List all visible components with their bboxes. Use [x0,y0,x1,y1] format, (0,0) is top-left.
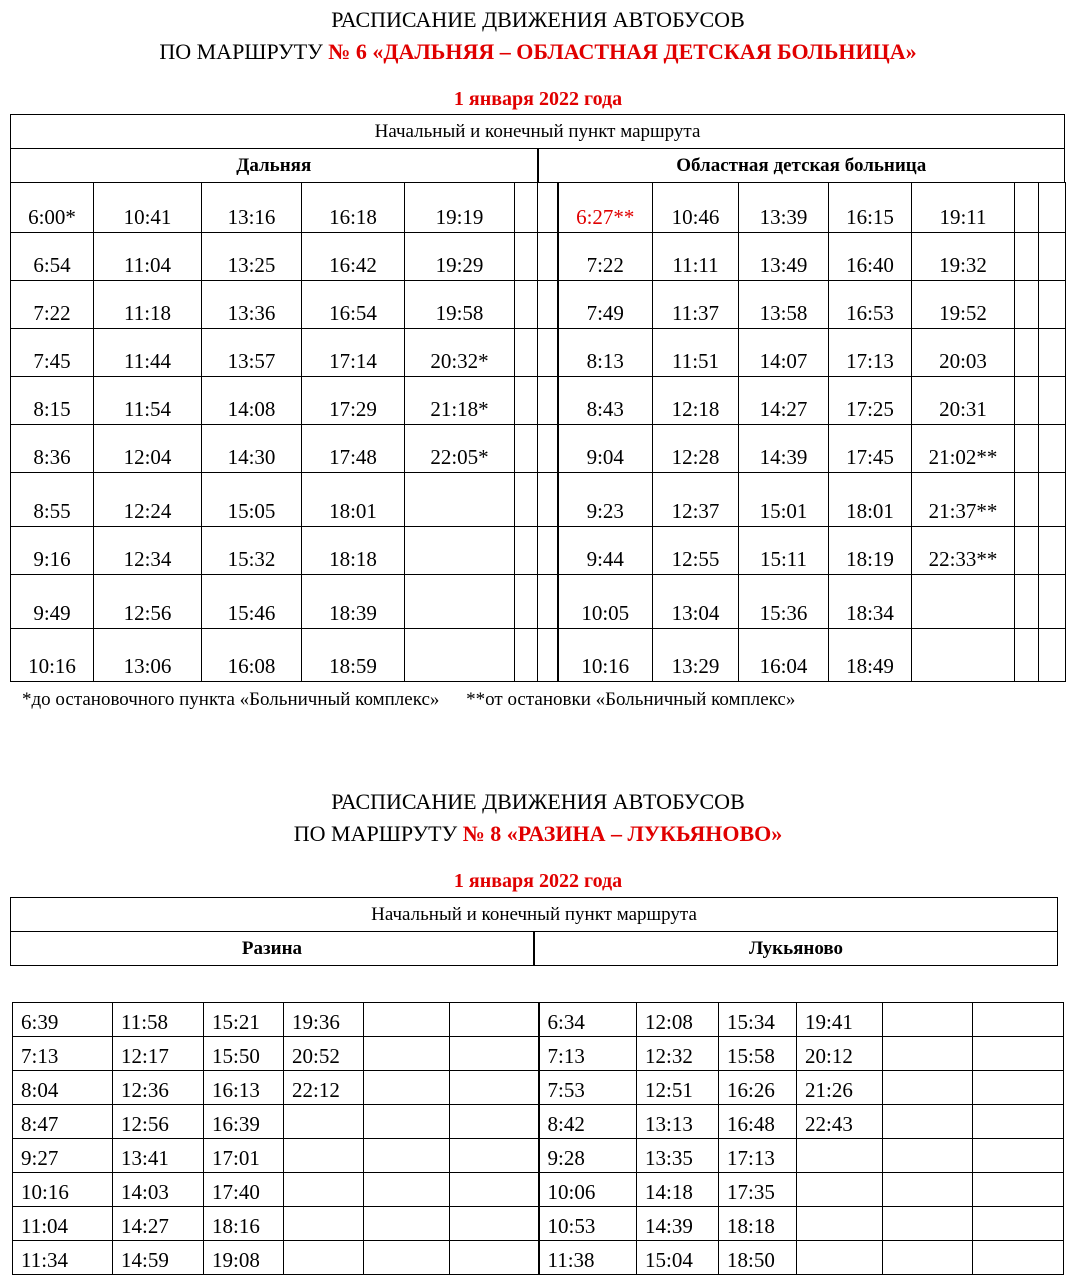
time-cell [450,1071,539,1105]
time-cell: 12:32 [637,1037,719,1071]
time-cell [405,575,515,629]
time-cell [364,1207,450,1241]
time-cell: 19:36 [284,1003,364,1037]
time-cell: 16:15 [829,183,912,233]
time-cell [1039,425,1066,473]
time-cell: 10:41 [94,183,202,233]
time-cell [538,473,558,527]
time-cell: 21:26 [797,1071,883,1105]
table-row [11,377,1066,425]
time-cell: 8:13 [558,329,653,377]
time-cell [284,1139,364,1173]
time-cell: 12:08 [637,1003,719,1037]
table-row [11,575,1066,629]
time-cell: 19:41 [797,1003,883,1037]
time-cell: 12:17 [113,1037,204,1071]
time-cell: 12:55 [653,527,739,575]
route6-title-line1: РАСПИСАНИЕ ДВИЖЕНИЯ АВТОБУСОВ [331,7,745,32]
time-cell [1039,527,1066,575]
time-cell [450,1003,539,1037]
time-cell [284,1241,364,1275]
time-cell [912,575,1015,629]
time-cell: 17:13 [719,1139,797,1173]
time-cell: 9:16 [11,527,94,575]
time-cell: 14:59 [113,1241,204,1275]
time-cell [515,183,538,233]
time-cell [797,1207,883,1241]
time-cell: 12:24 [94,473,202,527]
table-row [11,281,1066,329]
time-cell [973,1139,1064,1173]
time-cell: 11:11 [653,233,739,281]
time-cell: 17:40 [204,1173,284,1207]
time-cell: 16:53 [829,281,912,329]
time-cell: 8:43 [558,377,653,425]
time-cell: 11:38 [539,1241,637,1275]
time-cell: 10:16 [13,1173,113,1207]
time-cell: 20:03 [912,329,1015,377]
time-cell: 12:56 [113,1105,204,1139]
time-cell: 19:52 [912,281,1015,329]
time-cell: 6:27** [558,183,653,233]
time-cell: 9:04 [558,425,653,473]
time-cell: 17:25 [829,377,912,425]
time-cell [450,1139,539,1173]
table-row [11,425,1066,473]
time-cell [450,1037,539,1071]
time-cell: 14:30 [202,425,302,473]
time-cell: 11:18 [94,281,202,329]
time-cell [515,527,538,575]
time-cell: 7:53 [539,1071,637,1105]
time-cell: 16:42 [302,233,405,281]
time-cell: 17:13 [829,329,912,377]
route6-header-table [10,114,1065,183]
time-cell: 12:28 [653,425,739,473]
time-cell [973,1003,1064,1037]
time-cell [1039,629,1066,682]
time-cell [538,377,558,425]
time-cell: 18:34 [829,575,912,629]
time-cell: 10:16 [558,629,653,682]
time-cell [405,473,515,527]
route6-title-line2 [0,40,1076,64]
time-cell: 15:34 [719,1003,797,1037]
time-cell [515,425,538,473]
time-cell: 11:51 [653,329,739,377]
time-cell: 12:04 [94,425,202,473]
route6-footnote1: *до остановочного пункта «Больничный комплекс» [22,689,440,710]
time-cell: 14:27 [113,1207,204,1241]
time-cell [883,1241,973,1275]
time-cell [284,1173,364,1207]
time-cell: 18:18 [719,1207,797,1241]
time-cell: 16:40 [829,233,912,281]
time-cell [515,377,538,425]
time-cell: 9:23 [558,473,653,527]
route8-right-stop: Лукьяново [534,932,1058,966]
route8-header-table [10,897,1058,966]
time-cell: 16:26 [719,1071,797,1105]
time-cell: 22:33** [912,527,1015,575]
route6-title-prefix: ПО МАРШРУТУ [159,39,329,64]
route6-footnotes [22,689,817,711]
route8-title-prefix: ПО МАРШРУТУ [293,821,463,846]
time-cell: 22:05* [405,425,515,473]
time-cell [515,281,538,329]
route8-timetable [12,1002,1064,1275]
time-cell: 18:01 [829,473,912,527]
time-cell [1015,425,1039,473]
time-cell: 19:19 [405,183,515,233]
time-cell [538,329,558,377]
time-cell [364,1037,450,1071]
time-cell [515,233,538,281]
time-cell: 10:05 [558,575,653,629]
time-cell: 15:32 [202,527,302,575]
time-cell [538,183,558,233]
time-cell: 7:22 [11,281,94,329]
time-cell [405,629,515,682]
time-cell: 13:06 [94,629,202,682]
time-cell [1039,329,1066,377]
time-cell: 20:52 [284,1037,364,1071]
time-cell: 8:36 [11,425,94,473]
time-cell: 18:18 [302,527,405,575]
time-cell: 14:08 [202,377,302,425]
time-cell [883,1105,973,1139]
table-row [11,233,1066,281]
time-cell: 13:16 [202,183,302,233]
table-row [11,473,1066,527]
time-cell [883,1207,973,1241]
time-cell [1015,377,1039,425]
route8-route-name: № 8 «РАЗИНА – ЛУКЬЯНОВО» [462,821,783,846]
time-cell [797,1241,883,1275]
time-cell: 13:57 [202,329,302,377]
time-cell: 18:50 [719,1241,797,1275]
time-cell [364,1139,450,1173]
time-cell: 14:39 [739,425,829,473]
time-cell [1039,575,1066,629]
time-cell: 17:01 [204,1139,284,1173]
time-cell [1039,377,1066,425]
time-cell: 13:13 [637,1105,719,1139]
time-cell: 11:37 [653,281,739,329]
time-cell: 7:45 [11,329,94,377]
time-cell: 15:36 [739,575,829,629]
time-cell: 8:15 [11,377,94,425]
time-cell: 16:48 [719,1105,797,1139]
time-cell: 7:49 [558,281,653,329]
time-cell: 6:34 [539,1003,637,1037]
time-cell [1015,183,1039,233]
time-cell: 17:35 [719,1173,797,1207]
table-row [11,183,1066,233]
time-cell: 18:49 [829,629,912,682]
time-cell: 8:55 [11,473,94,527]
time-cell: 16:18 [302,183,405,233]
time-cell: 20:31 [912,377,1015,425]
time-cell: 12:37 [653,473,739,527]
time-cell [797,1139,883,1173]
time-cell: 13:39 [739,183,829,233]
time-cell [364,1173,450,1207]
time-cell [284,1207,364,1241]
time-cell: 13:04 [653,575,739,629]
table-row [13,1003,1064,1037]
time-cell [883,1071,973,1105]
time-cell: 21:37** [912,473,1015,527]
time-cell: 16:54 [302,281,405,329]
time-cell [364,1071,450,1105]
time-cell [364,1105,450,1139]
time-cell [973,1071,1064,1105]
time-cell [973,1037,1064,1071]
time-cell: 11:44 [94,329,202,377]
time-cell: 10:53 [539,1207,637,1241]
time-cell [515,629,538,682]
time-cell: 22:12 [284,1071,364,1105]
time-cell: 9:44 [558,527,653,575]
time-cell: 11:34 [13,1241,113,1275]
route6-timetable [10,182,1066,682]
time-cell: 20:12 [797,1037,883,1071]
time-cell [1015,329,1039,377]
time-cell [450,1207,539,1241]
time-cell: 15:04 [637,1241,719,1275]
time-cell [284,1105,364,1139]
route8-title-line2 [0,822,1076,846]
time-cell: 14:03 [113,1173,204,1207]
time-cell: 12:56 [94,575,202,629]
time-cell [797,1173,883,1207]
time-cell [973,1173,1064,1207]
time-cell: 15:58 [719,1037,797,1071]
time-cell [1015,629,1039,682]
time-cell: 20:32* [405,329,515,377]
time-cell [515,329,538,377]
time-cell: 8:04 [13,1071,113,1105]
time-cell: 16:04 [739,629,829,682]
time-cell: 19:08 [204,1241,284,1275]
time-cell: 12:51 [637,1071,719,1105]
time-cell [450,1105,539,1139]
time-cell: 21:18* [405,377,515,425]
time-cell: 9:49 [11,575,94,629]
time-cell: 10:46 [653,183,739,233]
time-cell [538,233,558,281]
time-cell: 7:13 [13,1037,113,1071]
route8-title-line1: РАСПИСАНИЕ ДВИЖЕНИЯ АВТОБУСОВ [331,789,745,814]
table-row [13,1173,1064,1207]
time-cell: 15:50 [204,1037,284,1071]
time-cell: 13:58 [739,281,829,329]
time-cell [1039,473,1066,527]
time-cell: 11:58 [113,1003,204,1037]
time-cell: 15:11 [739,527,829,575]
time-cell: 10:06 [539,1173,637,1207]
time-cell [973,1105,1064,1139]
table-row [13,1139,1064,1173]
time-cell: 16:39 [204,1105,284,1139]
time-cell [1015,473,1039,527]
time-cell: 13:29 [653,629,739,682]
route6-left-stop: Дальняя [11,149,538,183]
time-cell: 7:13 [539,1037,637,1071]
time-cell: 12:18 [653,377,739,425]
route6-route-name: № 6 «ДАЛЬНЯЯ – ОБЛАСТНАЯ ДЕТСКАЯ БОЛЬНИЦА» [328,39,917,64]
time-cell: 22:43 [797,1105,883,1139]
table-row [13,1071,1064,1105]
time-cell: 13:41 [113,1139,204,1173]
time-cell: 15:05 [202,473,302,527]
time-cell: 14:07 [739,329,829,377]
time-cell: 7:22 [558,233,653,281]
time-cell [515,575,538,629]
table-row [11,629,1066,682]
time-cell: 15:01 [739,473,829,527]
time-cell [538,425,558,473]
table-row [13,1241,1064,1275]
route6-footnote2: **от остановки «Больничный комплекс» [466,689,796,710]
route6-right-stop: Областная детская больница [538,149,1065,183]
time-cell: 14:27 [739,377,829,425]
time-cell: 13:25 [202,233,302,281]
time-cell: 6:00* [11,183,94,233]
time-cell: 18:16 [204,1207,284,1241]
time-cell: 19:11 [912,183,1015,233]
route6-date: 1 января 2022 года [453,88,623,110]
time-cell: 19:58 [405,281,515,329]
time-cell: 8:42 [539,1105,637,1139]
time-cell [1015,575,1039,629]
time-cell: 12:36 [113,1071,204,1105]
time-cell: 17:48 [302,425,405,473]
time-cell [912,629,1015,682]
time-cell: 19:29 [405,233,515,281]
time-cell: 11:04 [94,233,202,281]
table-row [11,329,1066,377]
time-cell: 18:01 [302,473,405,527]
route8-header: Начальный и конечный пункт маршрута [11,898,1058,932]
time-cell: 10:16 [11,629,94,682]
table-row [11,527,1066,575]
time-cell: 16:08 [202,629,302,682]
time-cell: 14:39 [637,1207,719,1241]
table-row [13,1105,1064,1139]
time-cell [883,1139,973,1173]
time-cell [364,1003,450,1037]
time-cell [538,629,558,682]
time-cell [538,575,558,629]
time-cell [973,1241,1064,1275]
time-cell [1039,233,1066,281]
time-cell: 13:35 [637,1139,719,1173]
table-row [13,1207,1064,1241]
time-cell: 11:04 [13,1207,113,1241]
time-cell: 17:14 [302,329,405,377]
time-cell [450,1241,539,1275]
time-cell: 12:34 [94,527,202,575]
time-cell: 13:36 [202,281,302,329]
table-row [13,1037,1064,1071]
time-cell [538,281,558,329]
route8-left-stop: Разина [11,932,535,966]
time-cell: 14:18 [637,1173,719,1207]
route6-header: Начальный и конечный пункт маршрута [11,115,1065,149]
time-cell: 6:39 [13,1003,113,1037]
time-cell: 17:45 [829,425,912,473]
time-cell: 16:13 [204,1071,284,1105]
time-cell: 8:47 [13,1105,113,1139]
time-cell: 18:19 [829,527,912,575]
time-cell: 18:39 [302,575,405,629]
time-cell [515,473,538,527]
time-cell: 19:32 [912,233,1015,281]
time-cell [364,1241,450,1275]
time-cell [973,1207,1064,1241]
time-cell: 6:54 [11,233,94,281]
time-cell [883,1173,973,1207]
time-cell: 13:49 [739,233,829,281]
time-cell [1039,281,1066,329]
time-cell: 9:28 [539,1139,637,1173]
route8-date: 1 января 2022 года [453,870,623,892]
time-cell: 18:59 [302,629,405,682]
time-cell: 17:29 [302,377,405,425]
time-cell [1039,183,1066,233]
time-cell [405,527,515,575]
time-cell: 11:54 [94,377,202,425]
time-cell [1015,527,1039,575]
time-cell [1015,233,1039,281]
time-cell [538,527,558,575]
time-cell: 15:21 [204,1003,284,1037]
time-cell [883,1003,973,1037]
time-cell [883,1037,973,1071]
time-cell: 15:46 [202,575,302,629]
time-cell: 21:02** [912,425,1015,473]
time-cell [450,1173,539,1207]
time-cell [1015,281,1039,329]
time-cell: 9:27 [13,1139,113,1173]
